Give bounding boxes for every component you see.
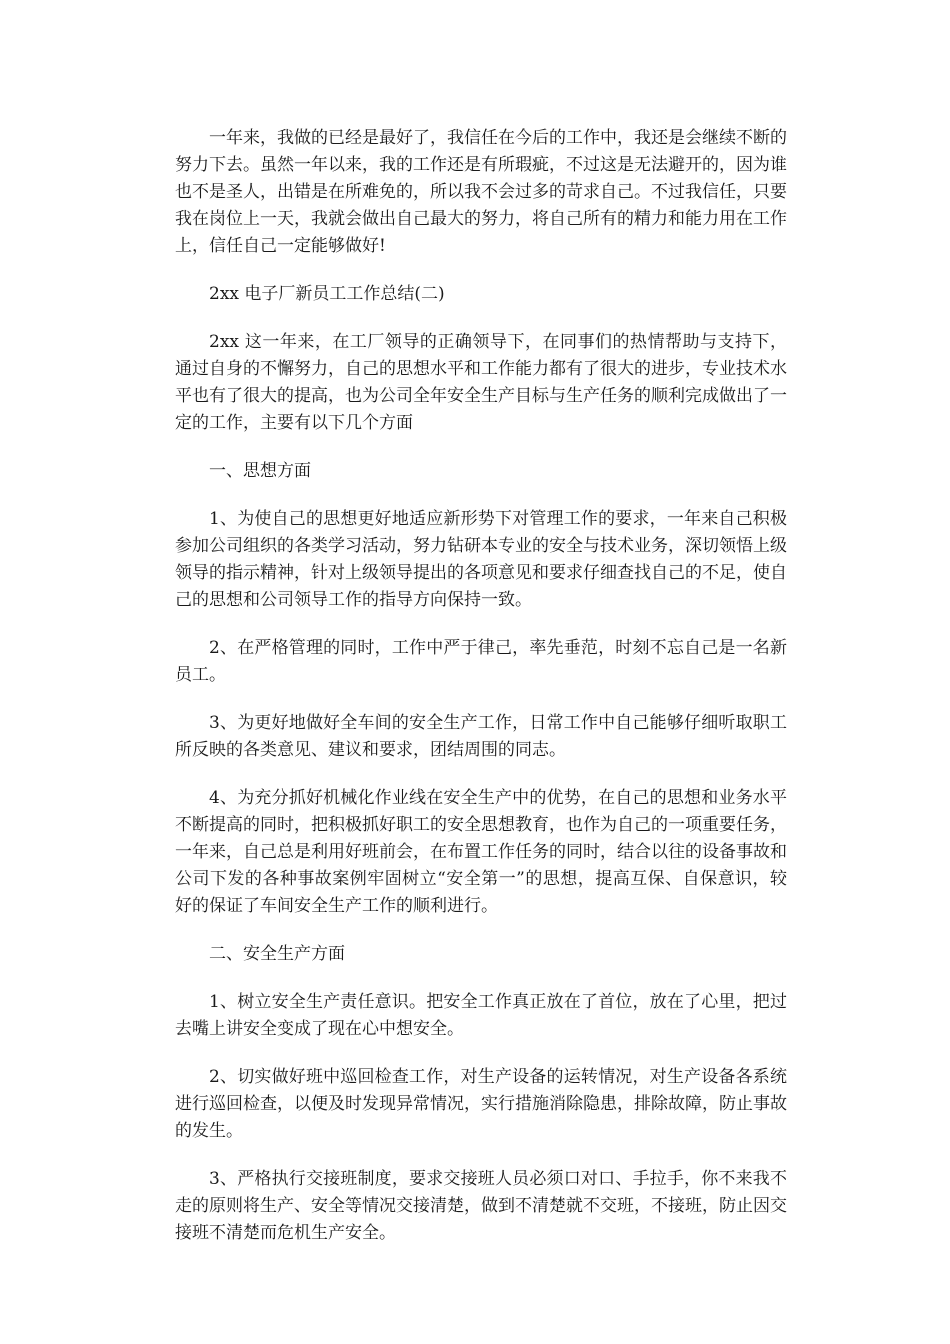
paragraph-safety-3: 3、严格执行交接班制度，要求交接班人员必须口对口、手拉手，你不来我不走的原则将生产、安全等情况交接清楚，做到不清楚就不交班，不接班，防止因交接班不清楚而危机生产安全。 — [175, 1169, 787, 1243]
paragraph-thought-1: 1、为使自己的思想更好地适应新形势下对管理工作的要求，一年来自己积极参加公司组织的各类学习活动，努力钻研本专业的安全与技术业务，深切领悟上级领导的指示精神，针对上级领导提出的各项意见和要求仔细查找自己的不足，使自己的思想和公司领导工作的指导方向保持一致。 — [175, 509, 787, 610]
document-page — [175, 125, 787, 1268]
paragraph-safety-2: 2、切实做好班中巡回检查工作，对生产设备的运转情况，对生产设备各系统进行巡回检查，以便及时发现异常情况，实行措施消除隐患，排除故障，防止事故的发生。 — [175, 1067, 787, 1141]
document-title: 2xx 电子厂新员工工作总结(二) — [209, 284, 445, 304]
paragraph-thought-4: 4、为充分抓好机械化作业线在安全生产中的优势，在自己的思想和业务水平不断提高的同时，把积极抓好职工的安全思想教育，也作为自己的一项重要任务，一年来，自己总是利用好班前会，在布置工作任务的同时，结合以往的设备事故和公司下发的各种事故案例牢固树立“安全第一”的思想，提高互保、自保意识，较好的保证了车间安全生产工作的顺利进行。 — [175, 788, 787, 916]
section-heading-safety: 二、安全生产方面 — [209, 944, 345, 964]
paragraph-thought-2: 2、在严格管理的同时，工作中严于律己，率先垂范，时刻不忘自己是一名新员工。 — [175, 638, 787, 685]
section-heading-thought: 一、思想方面 — [209, 461, 311, 481]
paragraph-intro: 2xx 这一年来，在工厂领导的正确领导下，在同事们的热情帮助与支持下，通过自身的不懈努力，自己的思想水平和工作能力都有了很大的进步，专业技术水平也有了很大的提高，也为公司全年安全生产目标与生产任务的顺利完成做出了一定的工作，主要有以下几个方面 — [175, 332, 787, 433]
paragraph-conclusion: 一年来，我做的已经是最好了，我信任在今后的工作中，我还是会继续不断的努力下去。虽然一年以来，我的工作还是有所瑕疵，不过这是无法避开的，因为谁也不是圣人，出错是在所难免的，所以我不会过多的苛求自己。不过我信任，只要我在岗位上一天，我就会做出自己最大的努力，将自己所有的精力和能力用在工作上，信任自己一定能够做好! — [175, 128, 787, 256]
paragraph-safety-1: 1、树立安全生产责任意识。把安全工作真正放在了首位，放在了心里，把过去嘴上讲安全变成了现在心中想安全。 — [175, 992, 787, 1039]
paragraph-thought-3: 3、为更好地做好全车间的安全生产工作，日常工作中自己能够仔细听取职工所反映的各类意见、建议和要求，团结周围的同志。 — [175, 713, 787, 760]
